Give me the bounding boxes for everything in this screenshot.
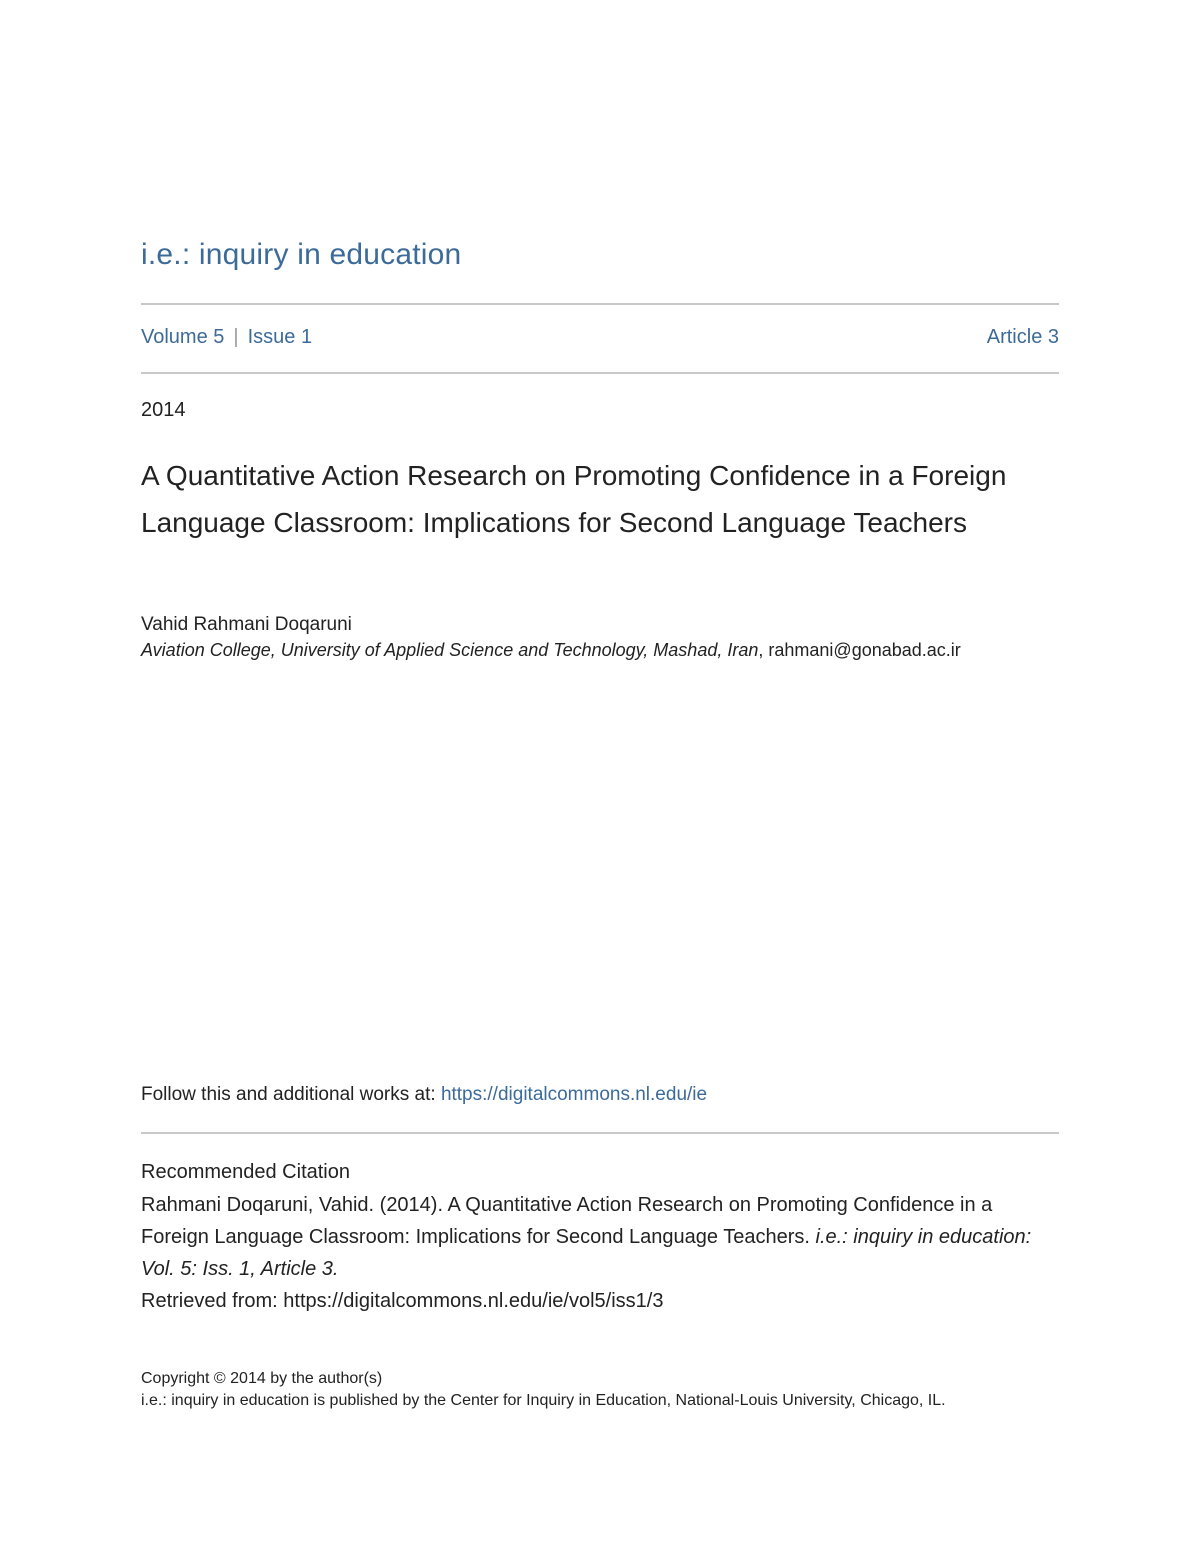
article-number-link[interactable]: Article 3 bbox=[986, 326, 1059, 348]
citation-body: Rahmani Doqaruni, Vahid. (2014). A Quantitative Action Research on Promoting Confidence in a Foreign Language Classroom: Implications for Second Language Teachers. bbox=[141, 1194, 993, 1248]
follow-works-line bbox=[141, 1084, 707, 1106]
publisher-line: i.e.: inquiry in education is published by the Center for Inquiry in Education, National-Louis University, Chicago, IL. bbox=[141, 1392, 946, 1409]
copyright-line: Copyright © 2014 by the author(s) bbox=[141, 1370, 383, 1387]
issue-divider bbox=[141, 372, 1059, 374]
author-affiliation: Aviation College, University of Applied Science and Technology, Mashad, Iran, rahmani@gonabad.ac.ir bbox=[141, 640, 961, 660]
issue-info-row bbox=[141, 326, 1059, 349]
author-email: rahmani@gonabad.ac.ir bbox=[768, 640, 961, 660]
recommended-citation-heading: Recommended Citation bbox=[141, 1161, 350, 1183]
citation-source: i.e.: inquiry in education: Vol. 5: Iss. 1, Article 3. bbox=[141, 1226, 1032, 1280]
journal-title-link[interactable]: i.e.: inquiry in education bbox=[141, 238, 462, 271]
citation-retrieved-url: Retrieved from: https://digitalcommons.nl.edu/ie/vol5/iss1/3 bbox=[141, 1290, 664, 1312]
follow-text: Follow this and additional works at: bbox=[141, 1084, 441, 1105]
volume-link[interactable]: Volume 5 bbox=[141, 326, 225, 348]
citation-text bbox=[141, 1189, 1059, 1285]
issue-link[interactable]: Issue 1 bbox=[247, 326, 313, 348]
article-title: A Quantitative Action Research on Promoting Confidence in a Foreign Language Classroom: Implications for Second Language Teachers bbox=[141, 460, 1007, 538]
copyright-notice bbox=[141, 1368, 946, 1412]
citation-divider bbox=[141, 1132, 1059, 1134]
top-divider bbox=[141, 303, 1059, 305]
cover-page bbox=[141, 0, 1059, 1553]
affiliation-text: Aviation College, University of Applied Science and Technology, Mashad, Iran bbox=[141, 640, 759, 660]
author-name: Vahid Rahmani Doqaruni bbox=[141, 614, 352, 635]
publication-year: 2014 bbox=[141, 399, 186, 421]
issue-separator: | bbox=[233, 326, 239, 348]
repository-link[interactable]: https://digitalcommons.nl.edu/ie bbox=[440, 1084, 708, 1105]
